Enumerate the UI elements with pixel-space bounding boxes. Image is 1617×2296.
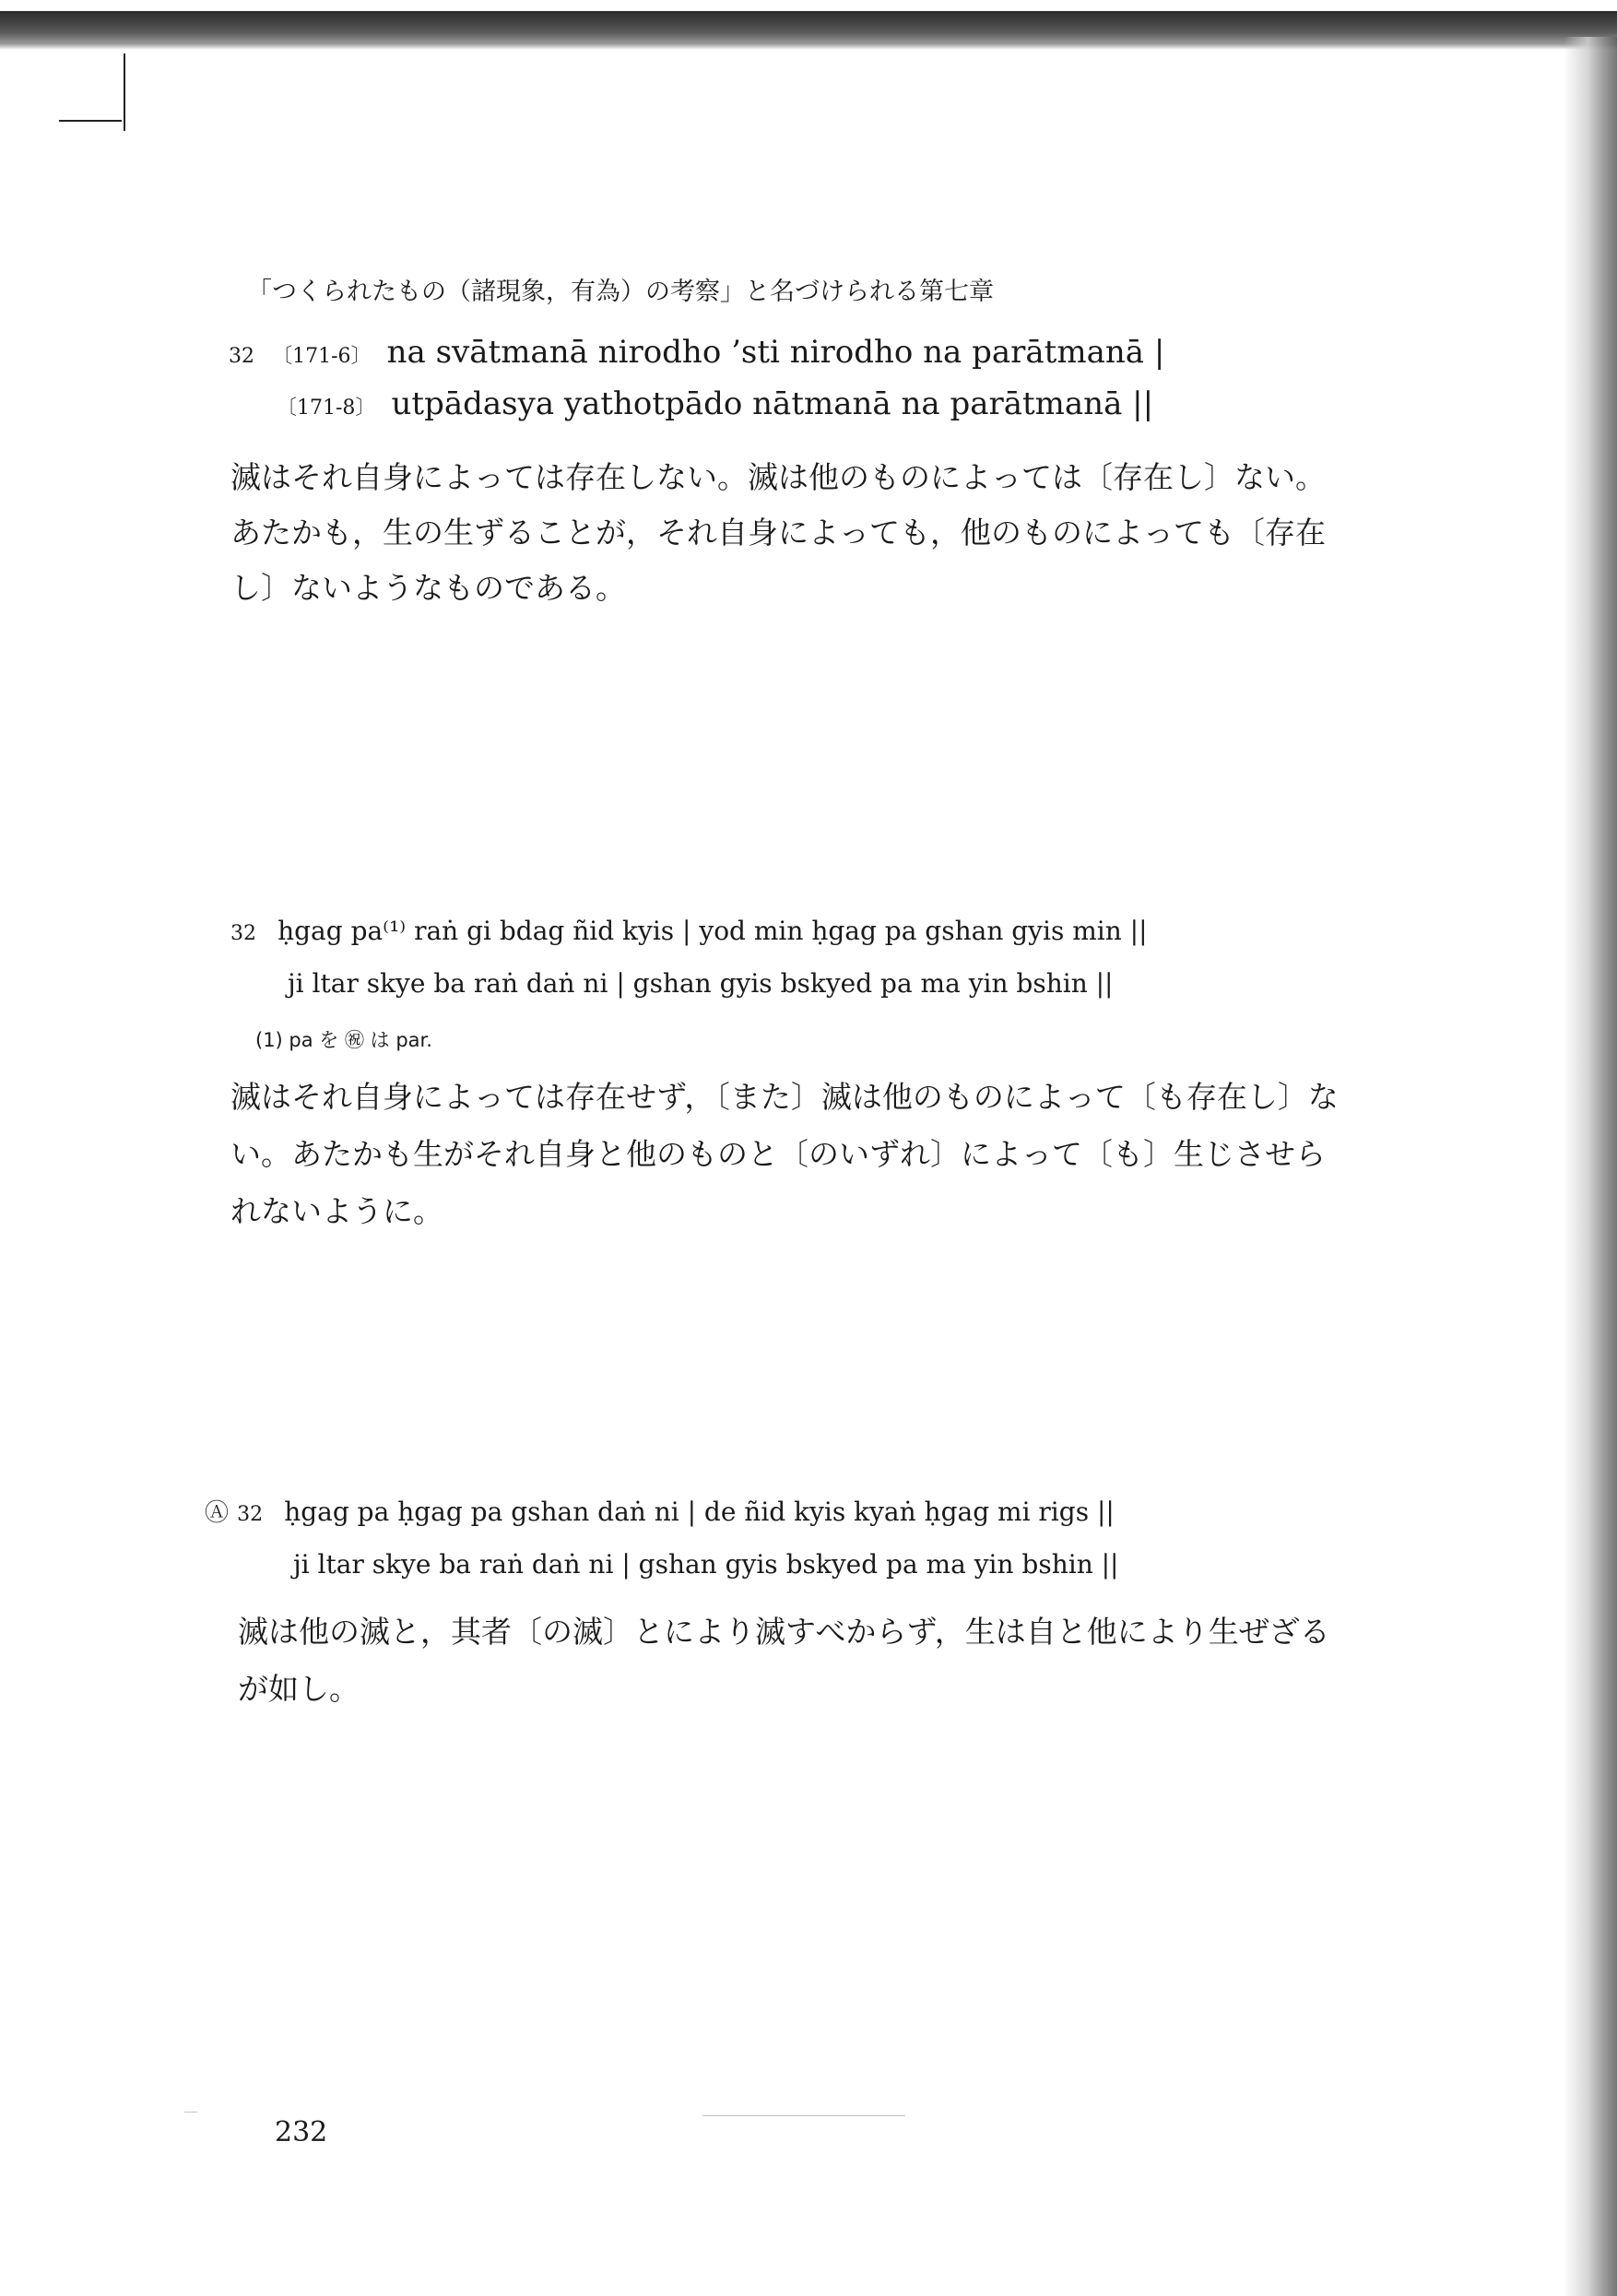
translation-line: れないように。 bbox=[230, 1193, 443, 1229]
tibetan-text: ḥgag pa ḥgag pa gshan daṅ ni | de ñid kyis kyaṅ ḥgag mi rigs || bbox=[284, 1497, 1115, 1527]
scan-mark bbox=[702, 2115, 905, 2116]
translation-line: 滅はそれ自身によっては存在しない。滅は他のものによっては〔存在し〕ない。 bbox=[230, 459, 1326, 495]
scan-edge-top bbox=[0, 11, 1617, 50]
sanskrit-text: na svātmanā nirodho ’sti nirodho na parātmanā | bbox=[386, 334, 1165, 371]
line-reference: 〔171-8〕 bbox=[277, 396, 376, 420]
translation-line: あたかも，生の生ずることが，それ自身によっても，他のものによっても〔存在 bbox=[230, 515, 1326, 550]
verse-number: 32 bbox=[229, 345, 254, 368]
verse-number: 32 bbox=[237, 1503, 264, 1526]
verse-line bbox=[229, 334, 1164, 371]
section-marker: Ⓐ bbox=[205, 1499, 230, 1527]
page-number: 232 bbox=[275, 2116, 328, 2148]
footnote: (1) pa を ㊗ は par. bbox=[255, 1029, 432, 1051]
verse-line bbox=[205, 1494, 1115, 1528]
crop-mark bbox=[59, 120, 122, 122]
tibetan-text: ji ltar skye ba raṅ daṅ ni | gshan gyis bskyed pa ma yin bshin || bbox=[288, 968, 1114, 999]
sanskrit-text: utpādasya yathotpādo nātmanā na parātmanā || bbox=[391, 385, 1154, 422]
verse-number: 32 bbox=[230, 922, 256, 945]
tibetan-text: ḥgag pa⁽¹⁾ raṅ gi bdag ñid kyis | yod min ḥgag pa gshan gyis min || bbox=[277, 916, 1148, 946]
verse-line bbox=[277, 385, 1153, 422]
translation-line: い。あたかも生がそれ自身と他のものと〔のいずれ〕によって〔も〕生じさせら bbox=[230, 1136, 1326, 1172]
scan-mark bbox=[184, 2112, 197, 2113]
verse-line bbox=[230, 916, 1148, 946]
translation-line: 滅はそれ自身によっては存在せず，〔また〕滅は他のものによって〔も存在し〕な bbox=[230, 1079, 1339, 1115]
crop-mark bbox=[124, 53, 125, 131]
translation-line: し〕ないようなものである。 bbox=[230, 570, 626, 606]
translation-line: が如し。 bbox=[238, 1671, 360, 1707]
line-reference: 〔171-6〕 bbox=[272, 345, 372, 368]
translation-line: 滅は他の滅と，其者〔の滅〕とにより滅すべからず，生は自と他により生ぜざる bbox=[238, 1614, 1330, 1650]
tibetan-text: ji ltar skye ba raṅ daṅ ni | gshan gyis bskyed pa ma yin bshin || bbox=[293, 1549, 1119, 1580]
chapter-heading: 「つくられたもの（諸現象，有為）の考察」と名づけられる第七章 bbox=[247, 278, 994, 306]
scan-edge-right bbox=[1564, 37, 1617, 2296]
